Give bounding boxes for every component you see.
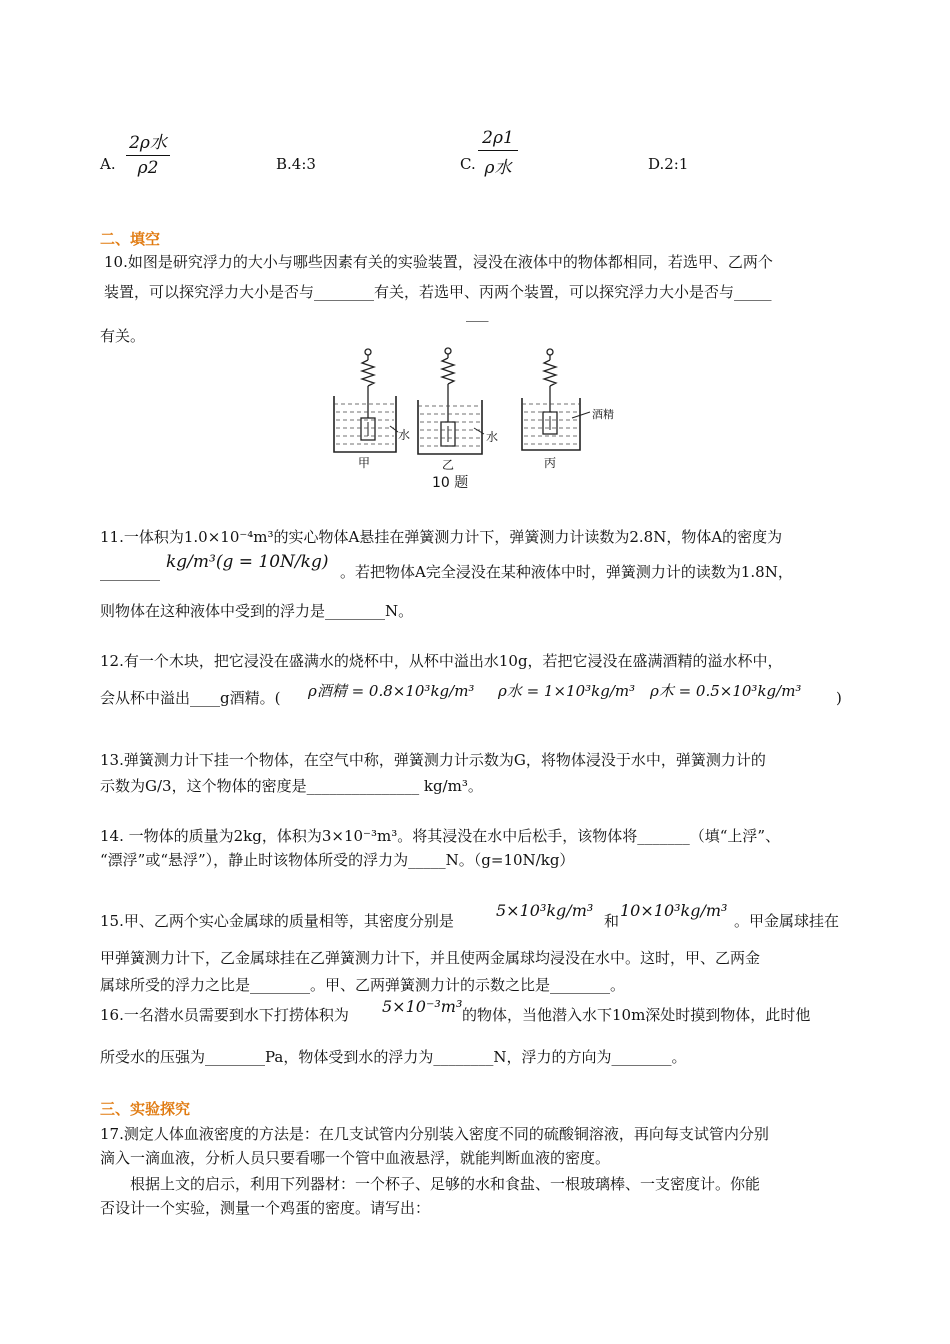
q16-line-1b: 的物体，当他潜入水下10m深处时摸到物体，此时他 bbox=[462, 1006, 811, 1024]
beaker-bing bbox=[522, 349, 590, 450]
beaker-jia bbox=[334, 349, 398, 452]
option-a-numerator: 2ρ水 bbox=[126, 128, 170, 156]
q15-line-1a: 15.甲、乙两个实心金属球的质量相等，其密度分别是 bbox=[100, 912, 454, 930]
label-water-jia: 水 bbox=[398, 428, 411, 442]
label-alcohol: 酒精 bbox=[592, 408, 614, 421]
q16-line-1a: 16.一名潜水员需要到水下打捞体积为 bbox=[100, 1006, 349, 1024]
q12-formula-wood: ρ木 = 0.5×10³kg/m³ bbox=[650, 682, 802, 700]
q11-line-1: 11.一体积为1.0×10⁻⁴m³的实心物体A悬挂在弹簧测力计下，弹簧测力计读数为2.8N，物体A的密度为 bbox=[100, 528, 783, 546]
q14-line-1: 14. 一物体的质量为2kg，体积为3×10⁻³m³。将其浸没在水中后松手，该物体将_______（填“上浮”、 bbox=[100, 827, 781, 845]
q10-figure bbox=[328, 346, 638, 494]
q15-line-1b: 。甲金属球挂在 bbox=[734, 912, 840, 930]
q12-line-1: 12.有一个木块，把它浸没在盛满水的烧杯中，从杯中溢出水10g，若把它浸没在盛满酒精的溢水杯中， bbox=[100, 652, 783, 670]
label-yi: 乙 bbox=[442, 458, 455, 472]
label-water-yi: 水 bbox=[486, 430, 499, 444]
q13-line-2: 示数为G/3，这个物体的密度是_______________ kg/m³。 bbox=[100, 777, 483, 795]
q15-and: 和 bbox=[604, 912, 620, 930]
label-bing: 丙 bbox=[544, 456, 557, 470]
q12-formula-water: ρ水 = 1×10³kg/m³ bbox=[498, 682, 636, 700]
q12-formula-alcohol: ρ酒精 = 0.8×10³kg/m³ bbox=[308, 682, 475, 700]
option-a-fraction bbox=[126, 128, 170, 178]
figure-caption: 10 题 bbox=[432, 475, 469, 491]
q16-formula: 5×10⁻³m³ bbox=[382, 997, 463, 1016]
q17-line-1: 17.测定人体血液密度的方法是：在几支试管内分别装入密度不同的硫酸铜溶液，再向每支试管内分别 bbox=[100, 1125, 769, 1143]
q17-line-3: 根据上文的启示，利用下列器材：一个杯子、足够的水和食盐、一根玻璃棒、一支密度计。你能 bbox=[130, 1175, 761, 1193]
option-c-numerator: 2ρ1 bbox=[478, 128, 518, 151]
q15-line-3: 属球所受的浮力之比是________。甲、乙两弹簧测力计的示数之比是________。 bbox=[100, 976, 626, 994]
q15-line-2: 甲弹簧测力计下，乙金属球挂在乙弹簧测力计下，并且使两金属球均浸没在水中。这时，甲、乙两金 bbox=[100, 949, 761, 967]
option-d: D.2:1 bbox=[648, 155, 689, 173]
option-a-denominator: ρ2 bbox=[137, 158, 159, 178]
q15-formula-1: 5×10³kg/m³ bbox=[496, 901, 594, 920]
q12-line-2a: 会从杯中溢出____g酒精。( bbox=[100, 689, 281, 707]
q10-line-1: 10.如图是研究浮力的大小与哪些因素有关的实验装置，浸没在液体中的物体都相同，若选甲、乙两个 bbox=[104, 253, 773, 271]
q14-line-2: “漂浮”或“悬浮”），静止时该物体所受的浮力为_____N。（g=10N/kg） bbox=[100, 851, 575, 869]
q17-line-4: 否设计一个实验，测量一个鸡蛋的密度。请写出： bbox=[100, 1199, 431, 1217]
q15-formula-2: 10×10³kg/m³ bbox=[620, 901, 728, 920]
q10-line-4: 有关。 bbox=[100, 327, 146, 345]
q11-line-2: 。若把物体A完全浸没在某种液体中时，弹簧测力计的读数为1.8N， bbox=[340, 563, 793, 581]
option-a-label: A. bbox=[100, 155, 116, 173]
section-heading-experiment: 三、实验探究 bbox=[100, 1100, 191, 1118]
option-c-label: C. bbox=[460, 155, 476, 173]
q12-close-paren: ) bbox=[836, 689, 842, 707]
q16-line-2: 所受水的压强为________Pa，物体受到水的浮力为________N，浮力的方向为________。 bbox=[100, 1048, 687, 1066]
q17-line-2: 滴入一滴血液，分析人员只要看哪一个管中血液悬浮，就能判断血液的密度。 bbox=[100, 1149, 611, 1167]
label-jia: 甲 bbox=[358, 456, 371, 470]
beaker-yi bbox=[418, 348, 484, 454]
q11-formula: kg/m³(g = 10N/kg) bbox=[166, 552, 329, 572]
option-c-denominator: ρ水 bbox=[484, 158, 512, 178]
q11-blank: ________ bbox=[100, 563, 160, 581]
section-heading-fill-in: 二、填空 bbox=[100, 230, 161, 248]
option-c-fraction bbox=[478, 128, 518, 178]
option-b: B.4:3 bbox=[276, 155, 316, 173]
q11-line-3: 则物体在这种液体中受到的浮力是________N。 bbox=[100, 602, 414, 620]
q13-line-1: 13.弹簧测力计下挂一个物体，在空气中称，弹簧测力计示数为G，将物体浸没于水中，弹簧测力计的 bbox=[100, 751, 766, 769]
q10-line-3: ___ bbox=[466, 304, 489, 322]
q10-line-2: 装置，可以探究浮力大小是否与________有关，若选甲、丙两个装置，可以探究浮力大小是否与_____ bbox=[104, 283, 772, 301]
